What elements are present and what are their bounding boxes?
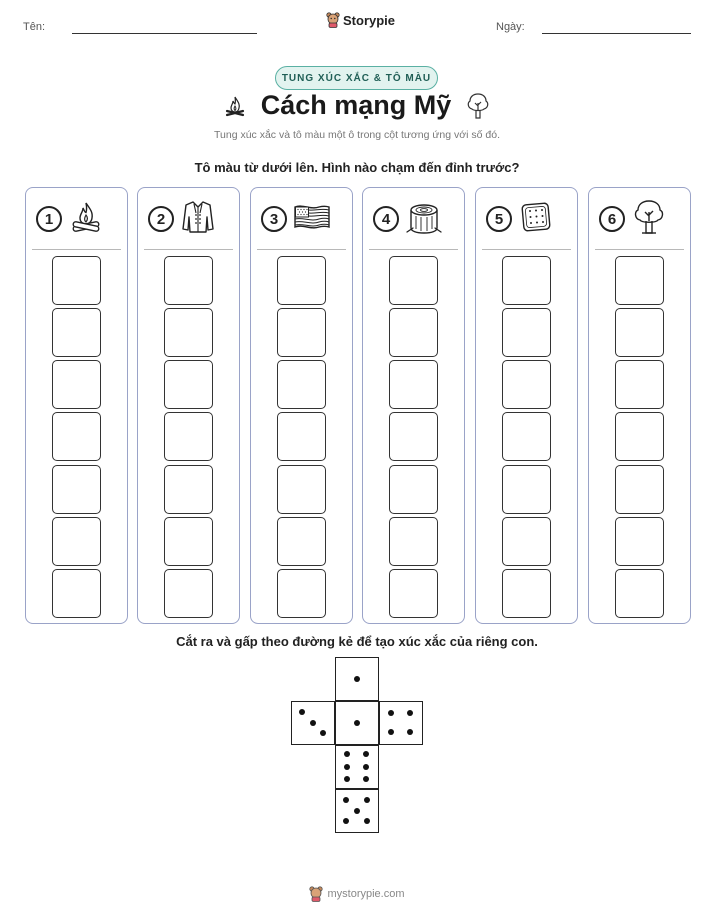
subtitle: Tung xúc xắc và tô màu một ô trong cột tương ứng với số đó. bbox=[214, 129, 500, 141]
color-cell[interactable] bbox=[502, 569, 551, 618]
footer-url[interactable]: mystorypie.com bbox=[327, 888, 405, 900]
color-cell[interactable] bbox=[277, 569, 326, 618]
column-divider bbox=[482, 249, 571, 250]
color-cell[interactable] bbox=[615, 256, 664, 305]
cut-instruction: Cắt ra và gấp theo đường kẻ để tạo xúc xắc của riêng con. bbox=[176, 634, 538, 649]
column-number: 3 bbox=[261, 206, 287, 232]
die-pip bbox=[364, 797, 370, 803]
hardtack-cracker-icon bbox=[518, 199, 554, 240]
brand-name: Storypie bbox=[343, 12, 396, 28]
column-divider bbox=[369, 249, 458, 250]
campfire-icon bbox=[223, 94, 247, 118]
color-cell[interactable] bbox=[52, 569, 101, 618]
date-label: Ngày: bbox=[496, 21, 525, 33]
color-cell[interactable] bbox=[52, 412, 101, 461]
die-face-four bbox=[379, 701, 423, 745]
footer bbox=[0, 886, 714, 902]
die-pip bbox=[363, 751, 369, 757]
color-cell[interactable] bbox=[52, 256, 101, 305]
name-line[interactable] bbox=[72, 33, 257, 34]
color-cell[interactable] bbox=[502, 465, 551, 514]
color-cell[interactable] bbox=[164, 308, 213, 357]
column-number: 5 bbox=[486, 206, 512, 232]
color-cell[interactable] bbox=[502, 256, 551, 305]
color-cell[interactable] bbox=[389, 412, 438, 461]
color-cell[interactable] bbox=[389, 517, 438, 566]
color-cell[interactable] bbox=[389, 308, 438, 357]
die-pip bbox=[407, 710, 413, 716]
die-pip bbox=[363, 776, 369, 782]
color-cell[interactable] bbox=[502, 360, 551, 409]
color-cell[interactable] bbox=[615, 360, 664, 409]
tree-icon bbox=[465, 91, 491, 121]
color-cell[interactable] bbox=[164, 412, 213, 461]
color-cell[interactable] bbox=[502, 308, 551, 357]
die-pip bbox=[354, 676, 360, 682]
color-cell[interactable] bbox=[615, 412, 664, 461]
die-face-one-center bbox=[335, 701, 379, 745]
die-face-one bbox=[335, 657, 379, 701]
campfire-icon bbox=[68, 199, 104, 240]
color-cell[interactable] bbox=[164, 517, 213, 566]
column-header bbox=[36, 202, 121, 236]
column-divider bbox=[144, 249, 233, 250]
die-pip bbox=[310, 720, 316, 726]
column-4 bbox=[362, 187, 465, 624]
color-cell[interactable] bbox=[52, 308, 101, 357]
color-cell[interactable] bbox=[164, 569, 213, 618]
column-header bbox=[486, 202, 571, 236]
bear-mascot-icon bbox=[326, 12, 340, 28]
column-3 bbox=[250, 187, 353, 624]
die-face-three bbox=[291, 701, 335, 745]
instruction-text: Tô màu từ dưới lên. Hình nào chạm đến đỉnh trước? bbox=[194, 160, 520, 175]
column-header bbox=[261, 202, 346, 236]
die-pip bbox=[364, 818, 370, 824]
color-cell[interactable] bbox=[389, 465, 438, 514]
column-divider bbox=[257, 249, 346, 250]
color-cell[interactable] bbox=[389, 360, 438, 409]
color-cell[interactable] bbox=[52, 360, 101, 409]
column-number: 2 bbox=[148, 206, 174, 232]
color-cell[interactable] bbox=[277, 517, 326, 566]
color-cell[interactable] bbox=[615, 465, 664, 514]
die-pip bbox=[407, 729, 413, 735]
american-flag-icon bbox=[293, 199, 331, 240]
activity-badge: TUNG XÚC XẮC & TÔ MÀU bbox=[275, 66, 438, 90]
column-divider bbox=[595, 249, 684, 250]
tree-stump-icon bbox=[405, 199, 443, 240]
date-line[interactable] bbox=[542, 33, 691, 34]
color-cell[interactable] bbox=[502, 517, 551, 566]
bear-mascot-icon bbox=[309, 886, 323, 902]
column-1 bbox=[25, 187, 128, 624]
color-cell[interactable] bbox=[164, 465, 213, 514]
color-cell[interactable] bbox=[277, 412, 326, 461]
color-cell[interactable] bbox=[164, 360, 213, 409]
color-cell[interactable] bbox=[52, 517, 101, 566]
color-cell[interactable] bbox=[277, 465, 326, 514]
die-face-five bbox=[335, 789, 379, 833]
die-face-six bbox=[335, 745, 379, 789]
column-2 bbox=[137, 187, 240, 624]
name-label: Tên: bbox=[23, 21, 46, 33]
color-cell[interactable] bbox=[52, 465, 101, 514]
column-divider bbox=[32, 249, 121, 250]
tree-icon bbox=[631, 198, 667, 241]
brand-logo bbox=[326, 12, 395, 28]
column-header bbox=[148, 202, 233, 236]
color-cell[interactable] bbox=[615, 308, 664, 357]
die-pip bbox=[343, 818, 349, 824]
die-pip bbox=[299, 709, 305, 715]
column-number: 4 bbox=[373, 206, 399, 232]
die-pip bbox=[343, 797, 349, 803]
column-header bbox=[373, 202, 458, 236]
die-pip bbox=[320, 730, 326, 736]
color-cell[interactable] bbox=[277, 308, 326, 357]
color-cell[interactable] bbox=[277, 256, 326, 305]
color-cell[interactable] bbox=[277, 360, 326, 409]
die-pip bbox=[344, 764, 350, 770]
column-header bbox=[599, 202, 684, 236]
color-cell[interactable] bbox=[389, 256, 438, 305]
color-cell[interactable] bbox=[502, 412, 551, 461]
title-row bbox=[0, 90, 714, 121]
page-title: Cách mạng Mỹ bbox=[260, 90, 452, 120]
die-pip bbox=[388, 710, 394, 716]
color-cell[interactable] bbox=[389, 569, 438, 618]
column-6 bbox=[588, 187, 691, 624]
die-pip bbox=[344, 776, 350, 782]
column-5 bbox=[475, 187, 578, 624]
column-number: 1 bbox=[36, 206, 62, 232]
die-pip bbox=[354, 720, 360, 726]
column-number: 6 bbox=[599, 206, 625, 232]
colonial-coat-icon bbox=[180, 199, 216, 240]
die-pip bbox=[388, 729, 394, 735]
die-pip bbox=[344, 751, 350, 757]
color-cell[interactable] bbox=[615, 569, 664, 618]
die-pip bbox=[354, 808, 360, 814]
die-pip bbox=[363, 764, 369, 770]
color-cell[interactable] bbox=[615, 517, 664, 566]
color-cell[interactable] bbox=[164, 256, 213, 305]
